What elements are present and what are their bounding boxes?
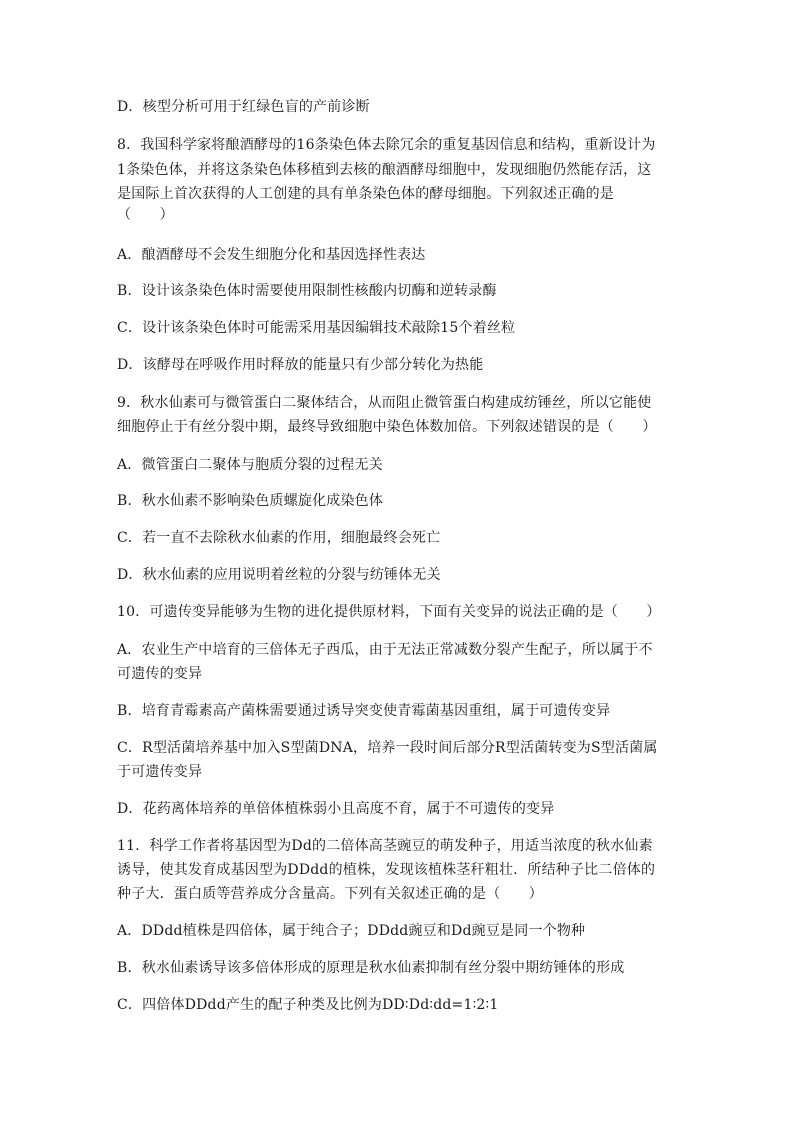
- question-9-option-a: A．微管蛋白二聚体与胞质分裂的过程无关: [117, 457, 383, 473]
- question-11-stem-line-2: 诱导，使其发育成基因型为DDdd的植株，发现该植株茎秆粗壮．所结种子比二倍体的: [117, 862, 656, 878]
- question-10-option-a-line-1: A．农业生产中培育的三倍体无子西瓜，由于无法正常减数分裂产生配子，所以属于不: [117, 642, 653, 658]
- question-10-option-a-line-2: 可遗传的变异: [117, 666, 203, 682]
- question-11-stem-line-3: 种子大．蛋白质等营养成分含量高。下列有关叙述正确的是（ ）: [117, 886, 543, 902]
- question-10-option-c-line-2: 于可遗传变异: [117, 764, 203, 780]
- question-10-option-c-line-1: C．R型活菌培养基中加入S型菌DNA，培养一段时间后部分R型活菌转变为S型活菌属: [117, 740, 658, 756]
- question-8-option-d: D．该酵母在呼吸作用时释放的能量只有少部分转化为热能: [117, 357, 484, 373]
- question-11-option-c: C．四倍体DDdd产生的配子种类及比例为DD∶Dd∶dd=1∶2∶1: [117, 997, 499, 1013]
- question-11-stem-line-1: 11．科学工作者将基因型为Dd的二倍体高茎豌豆的萌发种子，用适当浓度的秋水仙素: [117, 838, 653, 854]
- question-11-option-a: A．DDdd植株是四倍体，属于纯合子；DDdd豌豆和Dd豌豆是同一个物种: [117, 923, 586, 939]
- question-10-stem: 10．可遗传变异能够为生物的进化提供原材料，下面有关变异的说法正确的是（ ）: [117, 604, 661, 620]
- question-8-stem-line-3: 是国际上首次获得的人工创建的具有单条染色体的酵母细胞。下列叙述正确的是: [117, 186, 614, 202]
- question-9-option-d: D．秋水仙素的应用说明着丝粒的分裂与纺锤体无关: [117, 567, 441, 583]
- question-9-option-c: C．若一直不去除秋水仙素的作用，细胞最终会死亡: [117, 530, 441, 546]
- question-7-option-d: D．核型分析可用于红绿色盲的产前诊断: [117, 99, 370, 115]
- question-8-stem-line-2: 1条染色体，并将这条染色体移植到去核的酿酒酵母细胞中，发现细胞仍然能存活，这: [117, 162, 652, 178]
- question-8-answer-bracket: （ ）: [117, 207, 174, 223]
- question-8-option-c: C．设计该条染色体时可能需采用基因编辑技术敲除15个着丝粒: [117, 320, 516, 336]
- question-8-option-a: A．酿酒酵母不会发生细胞分化和基因选择性表达: [117, 247, 426, 263]
- question-9-stem-line-2: 细胞停止于有丝分裂中期，最终导致细胞中染色体数加倍。下列叙述错误的是（ ）: [117, 419, 657, 435]
- question-8-stem-line-1: 8．我国科学家将酿酒酵母的16条染色体去除冗余的重复基因信息和结构，重新设计为: [117, 137, 656, 153]
- question-8-option-b: B．设计该条染色体时需要使用限制性核酸内切酶和逆转录酶: [117, 283, 497, 299]
- question-9-option-b: B．秋水仙素不影响染色质螺旋化成染色体: [117, 493, 384, 509]
- question-9-stem-line-1: 9．秋水仙素可与微管蛋白二聚体结合，从而阻止微管蛋白构建成纺锤丝，所以它能使: [117, 395, 652, 411]
- question-10-option-b: B．培育青霉素高产菌株需要通过诱导突变使青霉菌基因重组，属于可遗传变异: [117, 703, 611, 719]
- question-10-option-d: D．花药离体培养的单倍体植株弱小且高度不育，属于不可遗传的变异: [117, 801, 555, 817]
- question-11-option-b: B．秋水仙素诱导该多倍体形成的原理是秋水仙素抑制有丝分裂中期纺锤体的形成: [117, 960, 625, 976]
